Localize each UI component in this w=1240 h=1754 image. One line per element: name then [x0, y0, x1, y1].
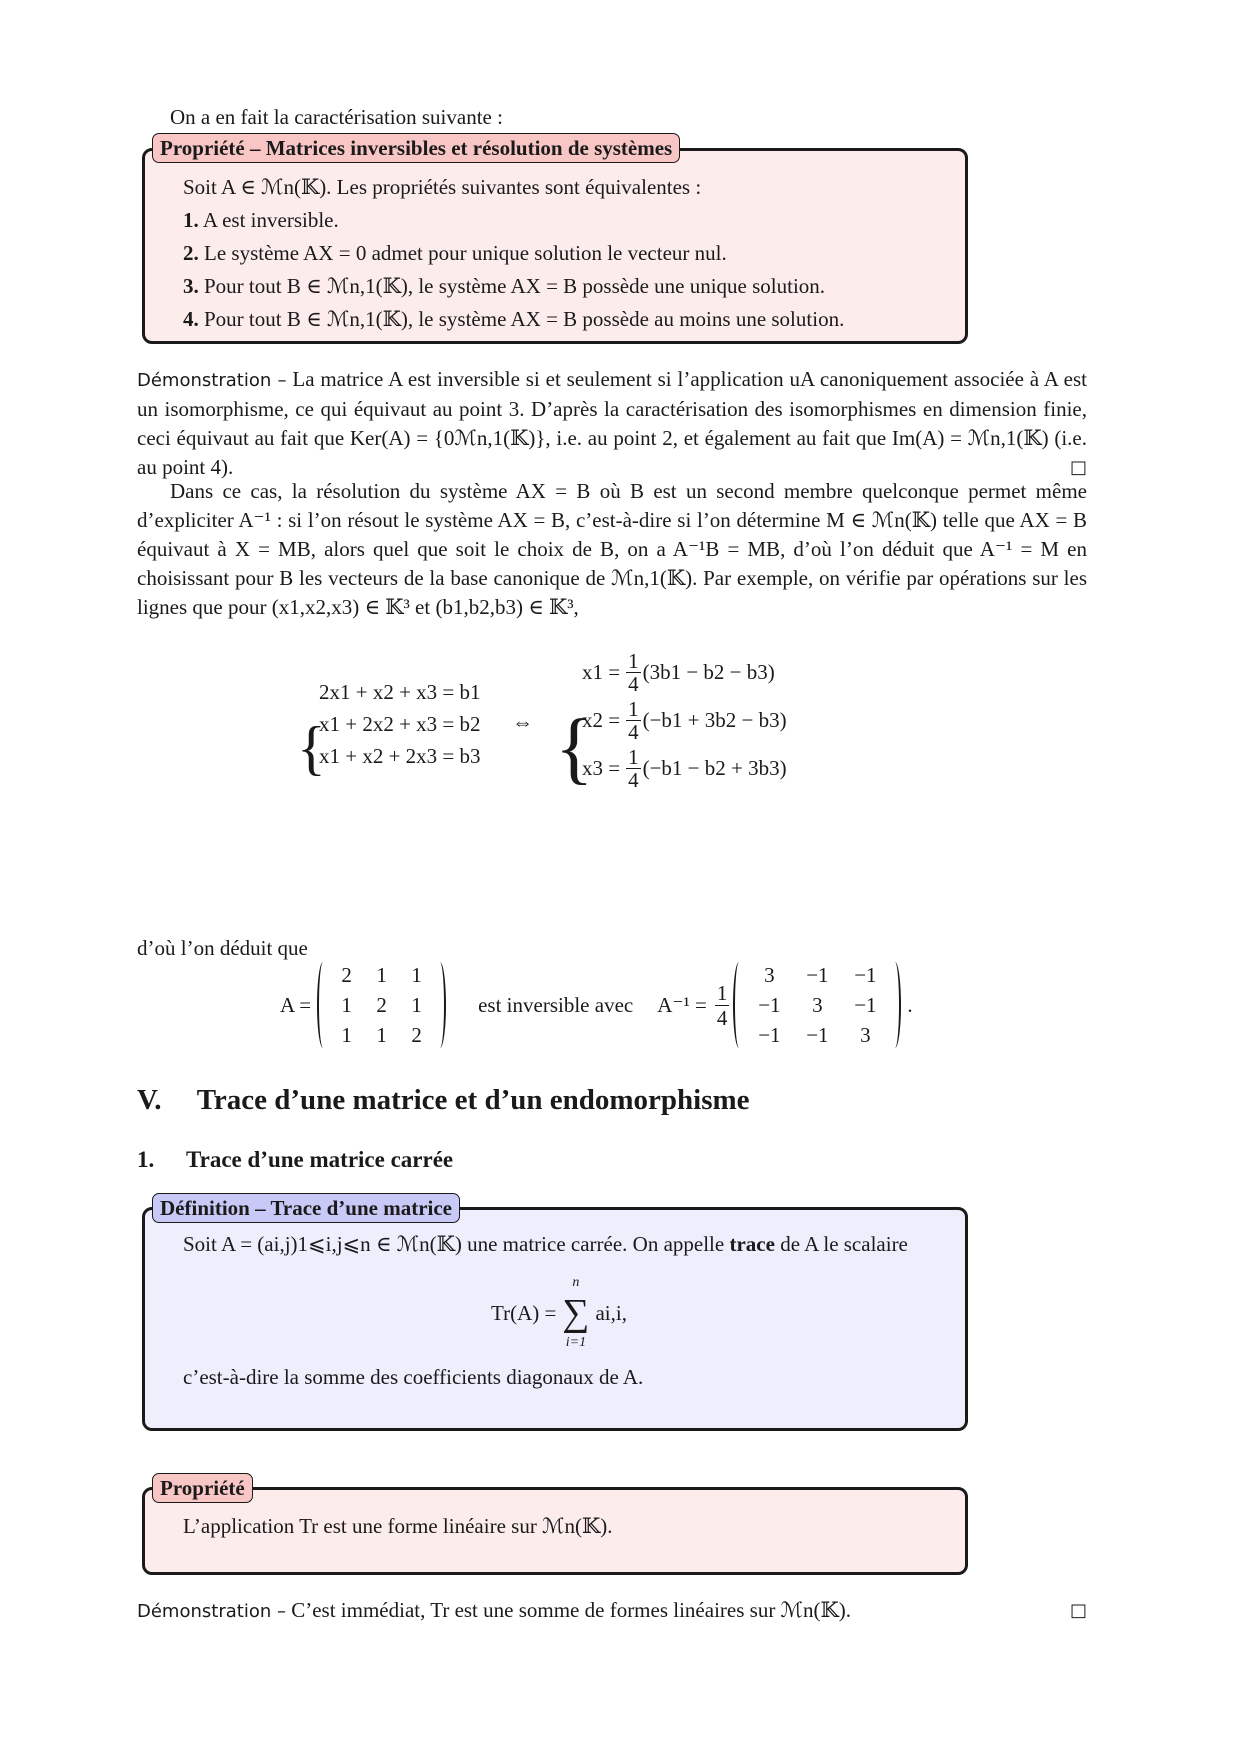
qed-square: □	[1069, 1600, 1087, 1621]
definition-body	[183, 1230, 935, 1396]
subsection-number: 1.	[137, 1147, 155, 1172]
demonstration-2	[137, 1596, 1087, 1626]
equivalence-symbol: ⇔	[512, 710, 533, 734]
property-item-2	[183, 239, 935, 272]
matrix-a-table: 2 1 1 1 2 1 1 1 2	[341, 963, 422, 1047]
system-right-eq-1: x1 = $\frac{1}{4}$ (3b1 − b2 − b3)	[582, 648, 775, 696]
paragraph-inverse: Dans ce cas, la résolution du système AX = B où B est un second membre quelconque permet même d’expliciter A⁻¹ : si l’on résout le système AX = B, c’est-à-dire si l’on détermine M ∈ ℳn(𝕂) telle que AX = B équivaut à X = MB, alors quel que soit le choix de B, on a A⁻¹B = MB, d’où l’on déduit que A⁻¹ = M en choisissant pour B les vecteurs de la base canonique de ℳn,1(𝕂). Par exemple, on vérifie par opérations sur les lignes que pour (x1,x2,x3) ∈ 𝕂³ et (b1,b2,b3) ∈ 𝕂³,	[137, 479, 1087, 619]
item-number: 3.	[183, 274, 199, 298]
demonstration-text: La matrice A est inversible si et seulement si l’application uA canoniquement associée à A est un isomorphisme, ce qui équivaut au point 3. D’après la caractérisation des isomorphismes en dimension finie, ceci équivaut au fait que Ker(A) = {0ℳn,1(𝕂)}, i.e. au point 2, et également au fait que Im(A) = ℳn,1(𝕂) (i.e. au point 4).	[137, 367, 1087, 479]
system-right-eq-2: x2 = $\frac{1}{4}$ (−b1 + 3b2 − b3)	[582, 696, 787, 744]
definition-title: Définition – Trace d’une matrice	[152, 1193, 460, 1223]
system-left-eq-3: x1 + x2 + 2x3 = b3	[319, 744, 481, 768]
matrix-a	[317, 960, 446, 1050]
subsection-title: Trace d’une matrice carrée	[186, 1147, 454, 1172]
property-item-3	[183, 272, 935, 305]
system-right	[582, 648, 787, 792]
property-lead: Soit A ∈ ℳn(𝕂). Les propriétés suivantes sont équivalentes :	[183, 175, 702, 199]
fraction: $\frac{1}{4}$	[716, 980, 728, 1030]
left-paren	[733, 962, 745, 1048]
property-item-4	[183, 305, 935, 338]
system-left-eq-1: 2x1 + x2 + x3 = b1	[319, 680, 481, 704]
section-number: V.	[137, 1084, 162, 1116]
definition-term: trace	[729, 1232, 775, 1256]
property-title: Propriété	[152, 1473, 253, 1503]
item-number: 4.	[183, 307, 199, 331]
demonstration-label: Démonstration –	[137, 370, 287, 391]
fraction: $\frac{1}{4}$	[628, 696, 639, 744]
system-left-eq-2: x1 + 2x2 + x3 = b2	[319, 712, 481, 736]
right-paren	[889, 962, 901, 1048]
right-brace: {	[555, 704, 594, 792]
system-right-eq-3: x3 = $\frac{1}{4}$ (−b1 − b2 + 3b3)	[582, 744, 787, 792]
fraction: $\frac{1}{4}$	[628, 744, 639, 792]
matrix-inverse-table: 3 −1 −1 −1 3 −1 −1 −1 3	[758, 963, 877, 1047]
item-text: A est inversible.	[202, 208, 339, 232]
formula-rhs: ai,i,	[595, 1300, 627, 1325]
matrix-equation	[280, 957, 913, 1053]
property-box-invertible	[142, 148, 968, 344]
demonstration-text: C’est immédiat, Tr est une somme de formes linéaires sur ℳn(𝕂).	[291, 1598, 851, 1622]
demonstration-label: Démonstration –	[137, 1601, 286, 1622]
sum-operator: n ∑ i=1	[562, 1275, 590, 1350]
item-text: Pour tout B ∈ ℳn,1(𝕂), le système AX = B possède au moins une solution.	[204, 307, 845, 331]
trace-formula	[183, 1263, 935, 1363]
deduce-text: d’où l’on déduit que	[137, 936, 308, 960]
demonstration-1	[137, 365, 1087, 482]
section-title: Trace d’une matrice et d’un endomorphisme	[196, 1084, 750, 1116]
item-number: 1.	[183, 208, 199, 232]
left-brace: {	[297, 715, 326, 781]
matrix-mid-text: est inversible avec	[478, 992, 634, 1017]
item-text: Pour tout B ∈ ℳn,1(𝕂), le système AX = B possède une unique solution.	[204, 274, 826, 298]
property-box-trace	[142, 1487, 968, 1575]
matrix-a-label: A =	[280, 992, 312, 1017]
definition-box-trace	[142, 1207, 968, 1431]
property-body	[183, 1512, 935, 1545]
property-item-1	[183, 206, 935, 239]
left-paren	[317, 962, 329, 1048]
definition-end: c’est-à-dire la somme des coefficients diagonaux de A.	[183, 1365, 644, 1389]
right-paren	[434, 962, 446, 1048]
system-left	[319, 676, 481, 772]
formula-lhs: Tr(A) =	[491, 1300, 557, 1325]
qed-square: □	[1069, 457, 1087, 478]
property-text: L’application Tr est une forme linéaire sur ℳn(𝕂).	[183, 1514, 613, 1538]
intro-text: On a en fait la caractérisation suivante :	[170, 105, 503, 129]
section-heading	[137, 1086, 750, 1115]
item-text: Le système AX = 0 admet pour unique solution le vecteur nul.	[204, 241, 727, 265]
fraction: $\frac{1}{4}$	[628, 648, 639, 696]
matrix-inverse-label: A⁻¹ =	[657, 992, 707, 1017]
property-title: Propriété – Matrices inversibles et résolution de systèmes	[152, 133, 680, 163]
matrix-inverse	[733, 960, 901, 1050]
definition-lead: Soit A = (ai,j)1⩽i,j⩽n ∈ ℳn(𝕂) une matrice carrée. On appelle trace de A le scalaire	[183, 1232, 908, 1256]
property-body	[183, 173, 935, 338]
matrix-end: .	[907, 992, 913, 1017]
item-number: 2.	[183, 241, 199, 265]
subsection-heading	[137, 1145, 453, 1174]
